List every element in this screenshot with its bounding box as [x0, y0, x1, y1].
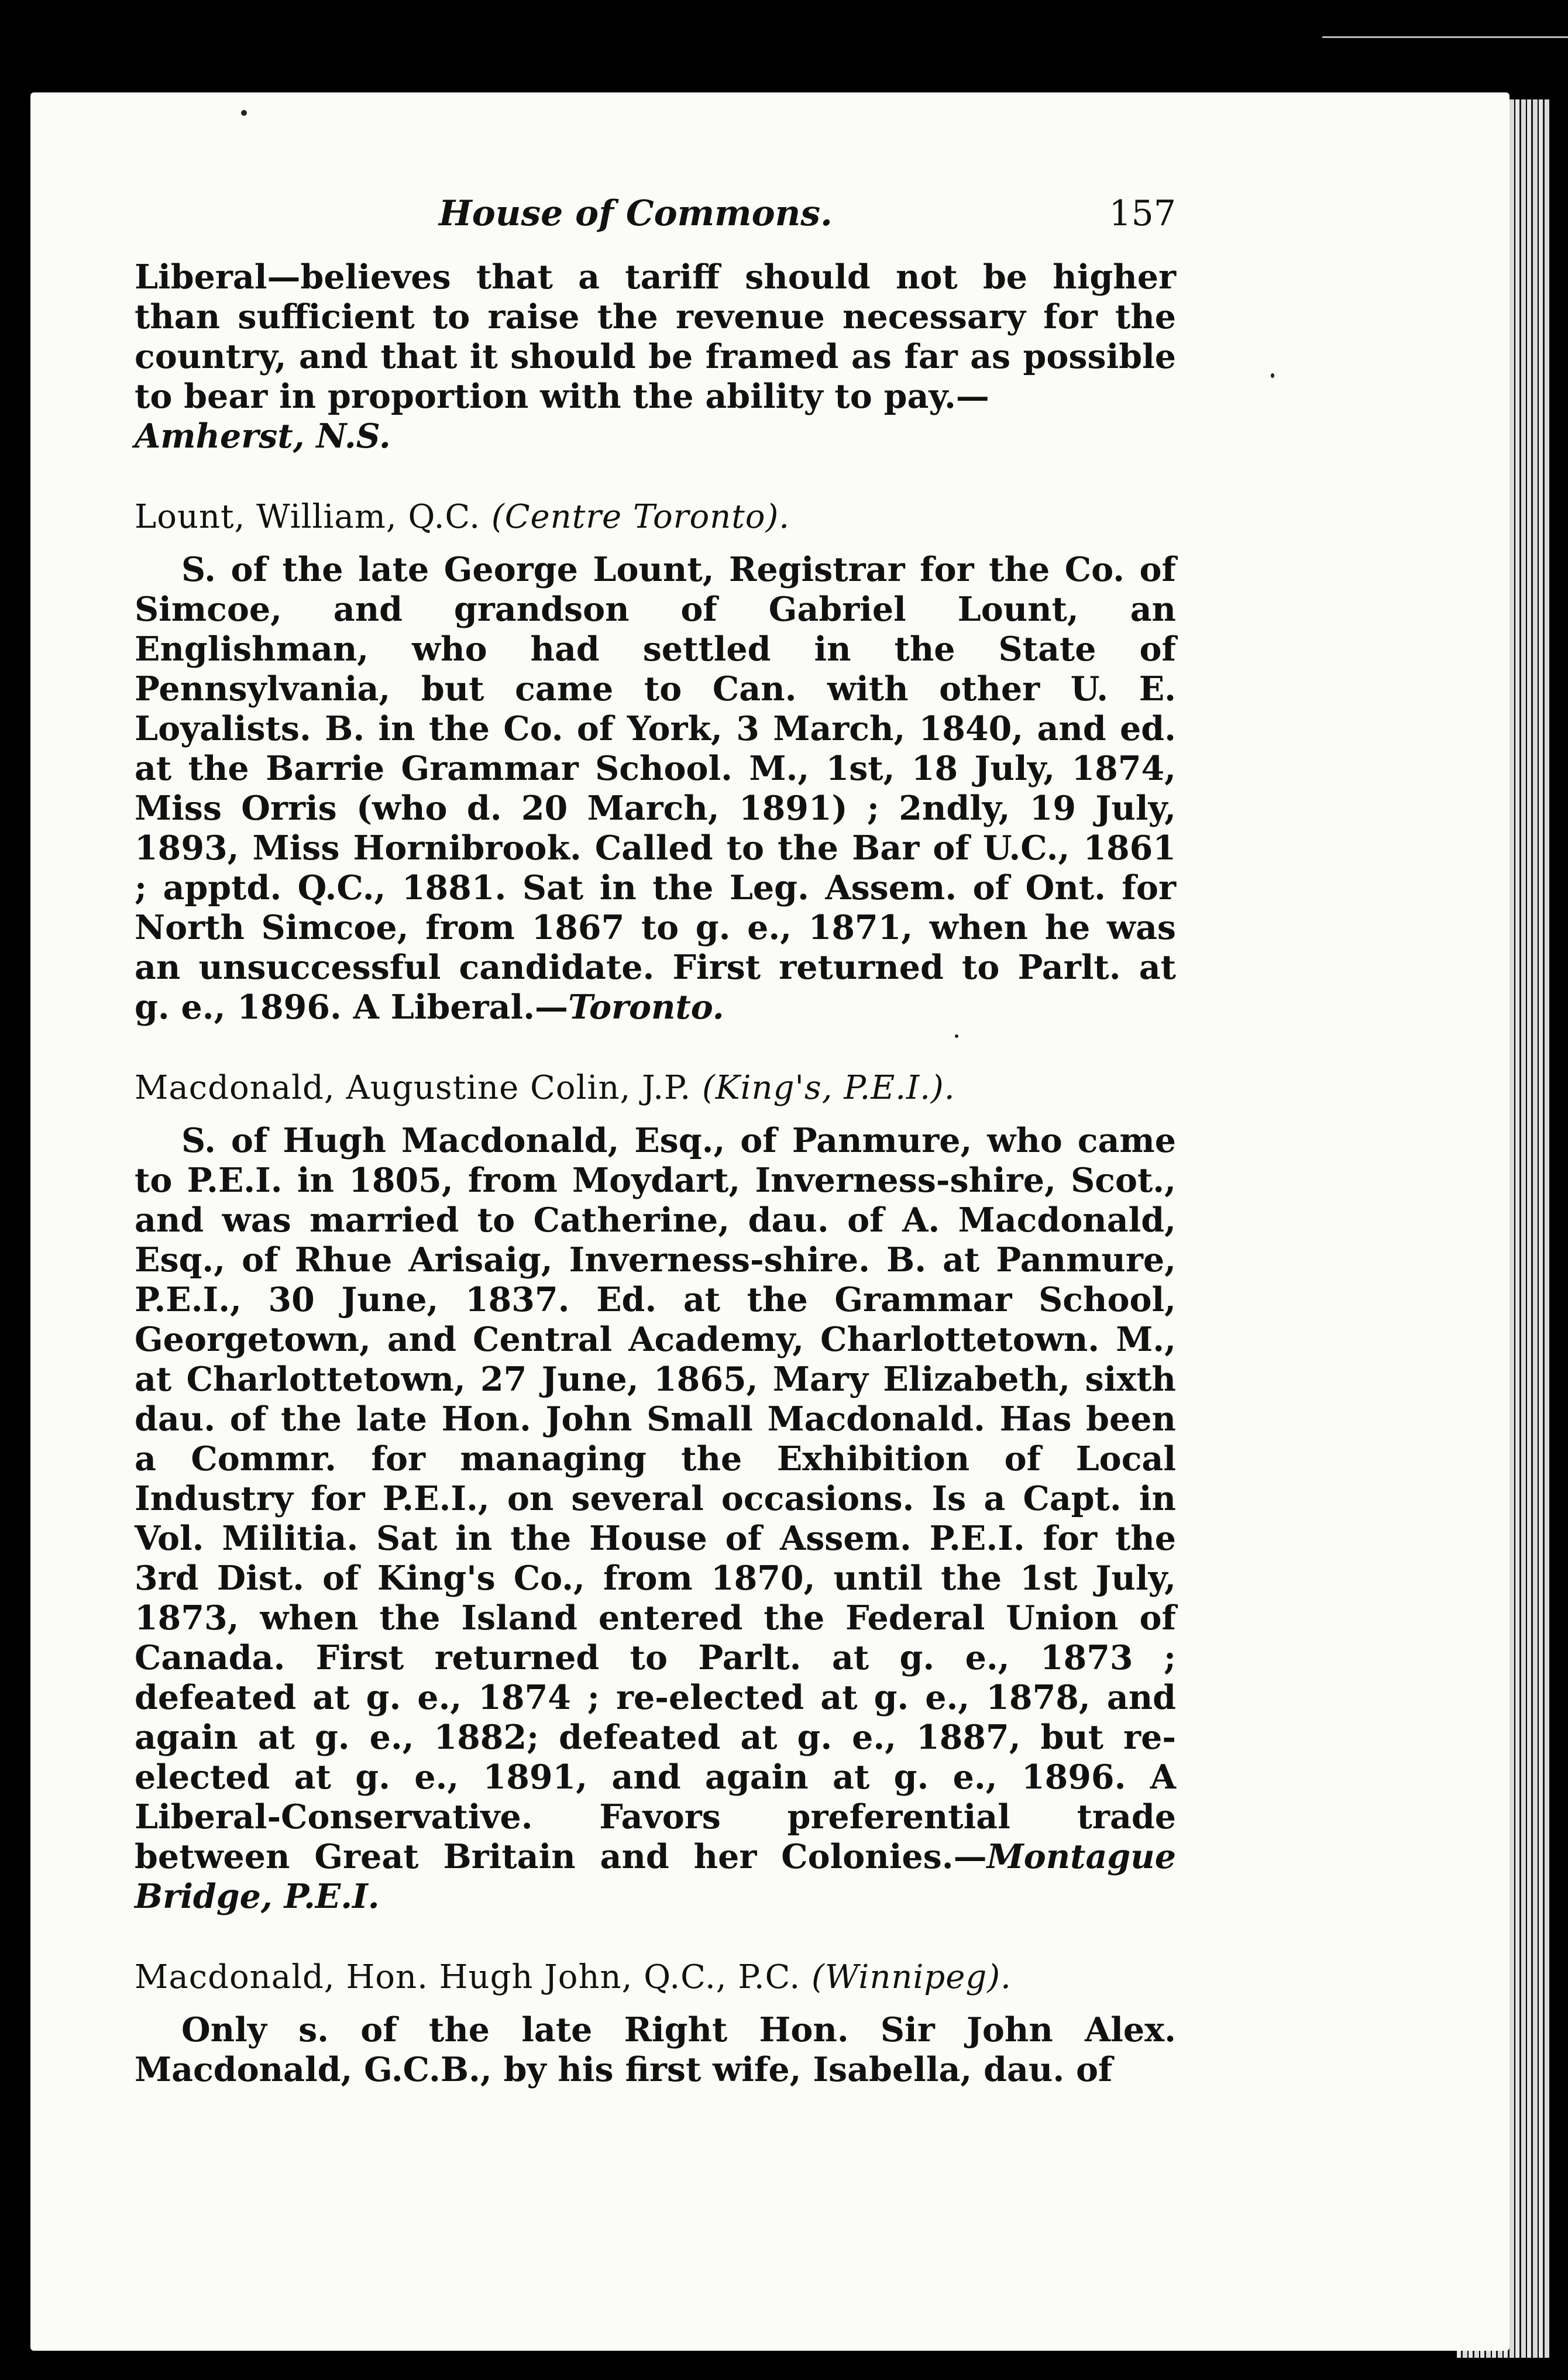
continuation-text: Liberal—believes that a tariff should not be higher than sufficient to raise the revenue necessary for the country, and that it should be framed as far as possible to bear in proportion with the ability to pay.— — [135, 257, 1176, 416]
page-text — [135, 193, 1176, 2090]
entry-name: Macdonald, Hon. Hugh John, Q.C., P.C. — [135, 1958, 801, 1996]
entry-body-macdonald-augustine — [135, 1121, 1176, 1917]
entry-constituency: (King's, P.E.I.). — [702, 1069, 955, 1107]
entry-body-macdonald-hugh — [135, 2010, 1176, 2090]
entry-body-lount — [135, 550, 1176, 1027]
entry-place: Montague Bridge, P.E.I. — [135, 1837, 1176, 1916]
entry-constituency: (Winnipeg). — [811, 1958, 1012, 1996]
entry-constituency: (Centre Toronto). — [491, 498, 790, 536]
running-header — [135, 193, 1176, 246]
continuation-paragraph — [135, 257, 1176, 456]
running-title: House of Commons. — [439, 193, 833, 234]
ink-speck — [241, 110, 247, 116]
entry-heading-macdonald-hugh — [135, 1958, 1176, 1997]
entry-body-text: S. of the late George Lount, Registrar for the Co. of Simcoe, and grandson of Gabriel Lount, an Englishman, who had settled in the State of Pennsylvania, but came to Can. with other U. E. Loyalists. B. in the Co. of York, 3 March, 1840, and ed. at the Barrie Grammar School. M., 1st, 18 July, 1874, Miss Orris (who d. 20 March, 1891) ; 2ndly, 19 July, 1893, Miss Hornibrook. Called to the Bar of U.C., 1861 ; apptd. Q.C., 1881. Sat in the Leg. Assem. of Ont. for North Simcoe, from 1867 to g. e., 1871, when he was an unsuccessful candidate. First returned to Parlt. at g. e., 1896. A Liberal.— — [135, 550, 1176, 1027]
continuation-place: Amherst, N.S. — [135, 417, 391, 456]
entry-heading-lount — [135, 497, 1176, 537]
entry-body-text: Only s. of the late Right Hon. Sir John Alex. Macdonald, G.C.B., by his first wife, Isabella, dau. of — [135, 2010, 1176, 2089]
entry-name: Macdonald, Augustine Colin, J.P. — [135, 1069, 692, 1107]
entry-place: Toronto. — [568, 988, 724, 1027]
entry-heading-macdonald-augustine — [135, 1068, 1176, 1108]
entry-body-text: S. of Hugh Macdonald, Esq., of Panmure, who came to P.E.I. in 1805, from Moydart, Inverness-shire, Scot., and was married to Catherine, dau. of A. Macdonald, Esq., of Rhue Arisaig, Inverness-shire. B. at Panmure, P.E.I., 30 June, 1837. Ed. at the Grammar School, Georgetown, and Central Academy, Charlottetown. M., at Charlottetown, 27 June, 1865, Mary Elizabeth, sixth dau. of the late Hon. John Small Macdonald. Has been a Commr. for managing the Exhibition of Local Industry for P.E.I., on several occasions. Is a Capt. in Vol. Militia. Sat in the House of Assem. P.E.I. for the 3rd Dist. of King's Co., from 1870, until the 1st July, 1873, when the Island entered the Federal Union of Canada. First returned to Parlt. at g. e., 1873 ; defeated at g. e., 1874 ; re-elected at g. e., 1878, and again at g. e., 1882; defeated at g. e., 1887, but re-elected at g. e., 1891, and again at g. e., 1896. A Liberal-Conservative. Favors preferential trade between Great Britain and her Colonies.— — [135, 1121, 1176, 1876]
entry-name: Lount, William, Q.C. — [135, 498, 481, 536]
page-number: 157 — [1109, 193, 1176, 234]
scan-top-rule — [1322, 36, 1568, 38]
ink-speck — [1271, 373, 1274, 378]
